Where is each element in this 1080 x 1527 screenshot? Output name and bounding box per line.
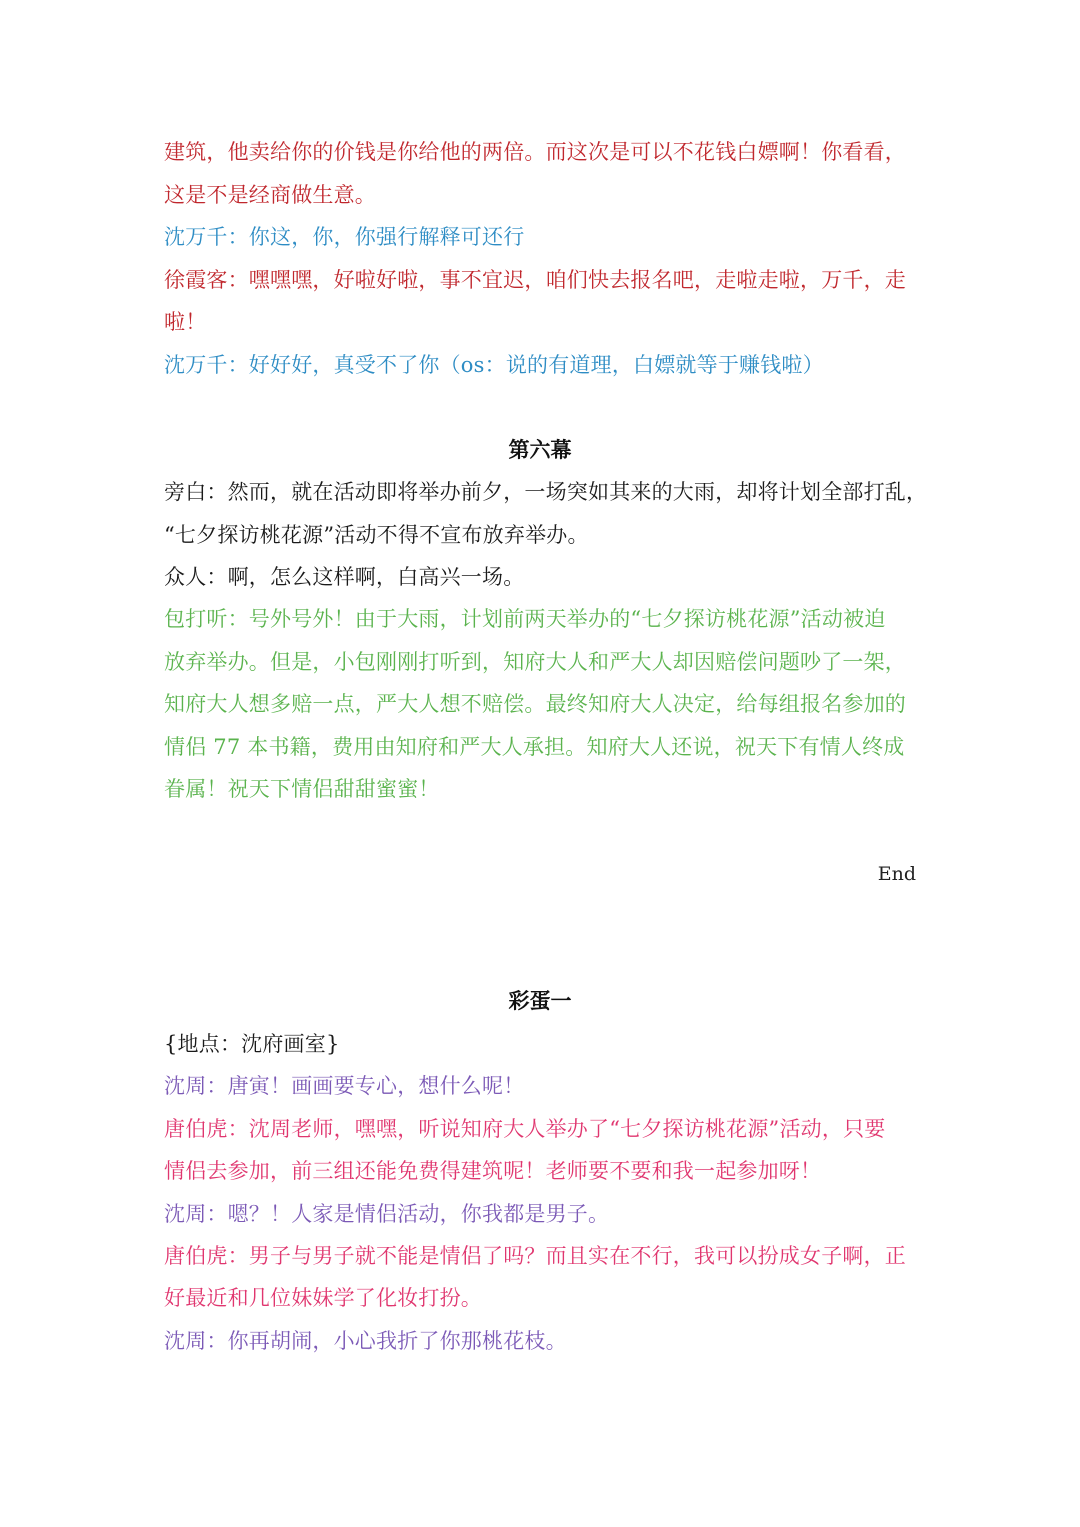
dialogue-line: 沈周：唐寅！画画要专心，想什么呢！ — [164, 1074, 525, 1098]
dialogue-line: 情侣 77 本书籍，费用由知府和严大人承担。知府大人还说，祝天下有情人终成 — [164, 735, 905, 759]
dialogue-line: 沈周：嗯？！人家是情侣活动，你我都是男子。 — [164, 1202, 610, 1226]
scene-location: {地点：沈府画室} — [164, 1032, 340, 1056]
dialogue-line: 包打听：号外号外！由于大雨，计划前两天举办的“七夕探访桃花源”活动被迫 — [164, 607, 886, 631]
dialogue-line: 唐伯虎：男子与男子就不能是情侣了吗？而且实在不行，我可以扮成女子啊，正 — [164, 1244, 906, 1268]
dialogue-line: 沈周：你再胡闹，小心我折了你那桃花枝。 — [164, 1329, 567, 1353]
dialogue-line: 徐霞客：嘿嘿嘿，好啦好啦，事不宜迟，咱们快去报名吧，走啦走啦，万千，走 — [164, 268, 906, 292]
dialogue-line: 众人：啊，怎么这样啊，白高兴一场。 — [164, 565, 525, 589]
narration-line: “七夕探访桃花源”活动不得不宣布放弃举办。 — [164, 523, 589, 547]
dialogue-line: 建筑，他卖给你的价钱是你给他的两倍。而这次是可以不花钱白嫖啊！你看看， — [164, 140, 906, 164]
dialogue-line: 好最近和几位妹妹学了化妆打扮。 — [164, 1286, 482, 1310]
dialogue-line: 沈万千：你这，你，你强行解释可还行 — [164, 225, 525, 249]
end-marker: End — [877, 863, 916, 885]
easter-egg-heading: 彩蛋一 — [508, 988, 572, 1013]
dialogue-line: 眷属！祝天下情侣甜甜蜜蜜！ — [164, 777, 440, 801]
dialogue-line: 这是不是经商做生意。 — [164, 183, 376, 207]
narration-line: 旁白：然而，就在活动即将举办前夕，一场突如其来的大雨，却将计划全部打乱， — [164, 480, 928, 504]
dialogue-line: 放弃举办。但是，小包刚刚打听到，知府大人和严大人却因赔偿问题吵了一架， — [164, 650, 906, 674]
dialogue-line: 情侣去参加，前三组还能免费得建筑呢！老师要不要和我一起参加呀！ — [164, 1159, 822, 1183]
dialogue-line: 啦！ — [164, 310, 207, 334]
dialogue-line: 唐伯虎：沈周老师，嘿嘿，听说知府大人举办了“七夕探访桃花源”活动，只要 — [164, 1117, 886, 1141]
dialogue-line: 沈万千：好好好，真受不了你（os：说的有道理，白嫖就等于赚钱啦） — [164, 353, 824, 377]
act-six-heading: 第六幕 — [508, 437, 572, 462]
dialogue-line: 知府大人想多赔一点，严大人想不赔偿。最终知府大人决定，给每组报名参加的 — [164, 692, 906, 716]
